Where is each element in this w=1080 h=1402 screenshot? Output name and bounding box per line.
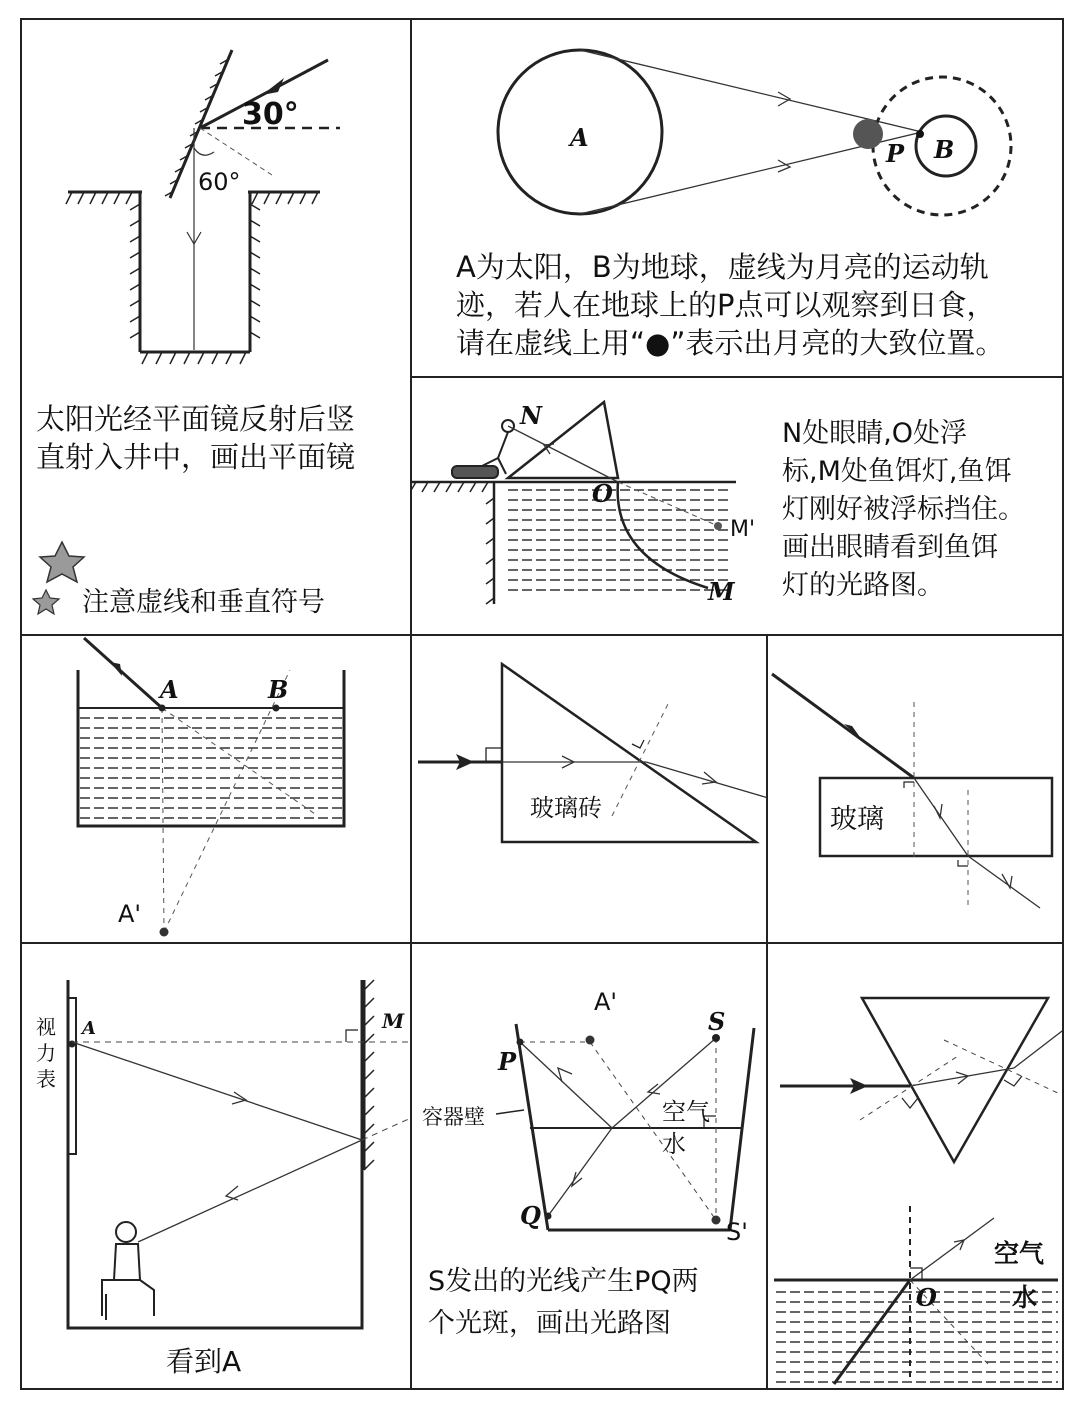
water-label: 水 — [662, 1130, 686, 1158]
point-p-label: P — [886, 139, 905, 168]
angle-60-label: 60° — [198, 168, 241, 196]
image-a-label: A' — [594, 988, 618, 1016]
point-p-label: P — [498, 1047, 517, 1076]
fishing-caption-line5: 灯的光路图。 — [782, 570, 944, 601]
well — [66, 192, 320, 364]
reflected-ray — [520, 1042, 612, 1128]
panel-eclipse — [410, 18, 1064, 378]
glass-brick-label: 玻璃砖 — [530, 794, 602, 822]
container-caption-line2: 个光斑，画出光路图 — [428, 1308, 671, 1339]
water-label: 水 — [1012, 1283, 1038, 1312]
panel-glass-prism — [410, 634, 768, 944]
eclipse-caption-line3: 请在虚线上用“●”表示出月亮的大致位置。 — [456, 326, 1005, 360]
room-walls — [68, 980, 362, 1328]
moon-dot — [853, 119, 883, 149]
mirror-well-caption-line2: 直射入井中，画出平面镜 — [36, 440, 356, 474]
refraction-guide — [162, 708, 318, 816]
fisherman — [452, 420, 514, 478]
eye-chart-label: 视力表 — [36, 1015, 56, 1091]
lamp-image-label: M' — [730, 517, 756, 542]
underwater-ray — [834, 1280, 910, 1384]
triangle-prism-diagram — [768, 944, 1064, 1390]
panel-water-tank — [20, 634, 412, 944]
float-label: O — [592, 479, 613, 508]
mirror-well-diagram — [22, 20, 412, 636]
fishing-caption-line1: N处眼睛,O处浮 — [782, 418, 968, 449]
reflected-ray — [138, 1140, 362, 1242]
lamp-image-dot — [714, 522, 722, 530]
glass-block-diagram — [768, 636, 1064, 944]
point-b-label: B — [268, 675, 289, 704]
panel-container — [410, 942, 768, 1390]
fishing-caption-line4: 画出眼睛看到鱼饵 — [782, 532, 998, 563]
inner-ray — [914, 778, 968, 856]
glass-label: 玻璃 — [830, 804, 884, 835]
normal-dashed — [612, 704, 668, 816]
image-a-label: A' — [118, 900, 142, 928]
wall-pointer — [496, 1110, 524, 1114]
sun-label: A — [570, 123, 589, 152]
air-label: 空气 — [994, 1239, 1045, 1268]
point-a-label: A — [160, 675, 179, 704]
exit-ray — [1014, 1028, 1064, 1068]
panel-triangle-prism — [766, 942, 1064, 1390]
exit-ray — [968, 856, 1040, 908]
source-s-label: S — [708, 1007, 726, 1036]
fishing-caption-line2: 标,M处鱼饵灯,鱼饵 — [782, 456, 1012, 487]
mirror-m-label: M — [382, 1009, 405, 1033]
fishing-caption-line3: 灯刚好被浮标挡住。 — [782, 494, 1025, 525]
panel-glass-block — [766, 634, 1064, 944]
image-s-label: S' — [726, 1218, 748, 1246]
image-line — [164, 670, 290, 932]
eclipse-caption-line2: 迹，若人在地球上的P点可以观察到日食， — [456, 288, 996, 322]
exit-ray — [646, 762, 768, 802]
virtual-ray — [590, 1042, 716, 1220]
inverted-prism — [862, 998, 1048, 1162]
mirror-well-caption-line1: 太阳光经平面镜反射后竖 — [36, 402, 356, 436]
image-point — [160, 928, 169, 937]
eye-label: N — [520, 401, 542, 430]
eclipse-caption-line1: A为太阳，B为地球，虚线为月亮的运动轨 — [456, 250, 989, 284]
eye-chart-caption: 看到A — [166, 1345, 242, 1378]
image-a-dot — [586, 1036, 595, 1045]
refracted-ray — [548, 1128, 612, 1216]
normal-a — [162, 708, 164, 932]
point-o-label: O — [916, 1283, 937, 1312]
incident-ray — [772, 674, 914, 778]
extension-line — [362, 1104, 412, 1140]
tank-water-texture — [80, 718, 344, 818]
angle-30-label: 30° — [242, 97, 299, 132]
panel-eye-chart — [20, 942, 412, 1390]
air-label: 空气 — [662, 1098, 710, 1126]
observer-person — [102, 1222, 154, 1320]
panel-fishing — [410, 376, 1064, 636]
point-a-label: A — [82, 1018, 96, 1039]
normal-left — [860, 1056, 958, 1120]
panel-mirror-well — [20, 18, 412, 636]
container-caption-line1: S发出的光线产生PQ两 — [428, 1266, 699, 1297]
point-q-label: Q — [520, 1201, 541, 1230]
eye-chart-diagram — [22, 944, 412, 1390]
lamp-label: M — [708, 577, 735, 606]
incident-ray — [72, 1042, 362, 1140]
incident-ray — [84, 638, 162, 708]
container-wall-label: 容器壁 — [422, 1105, 485, 1129]
glass-prism-diagram — [412, 636, 768, 944]
mirror-well-note: 注意虚线和垂直符号 — [82, 587, 325, 618]
star-icon — [33, 542, 84, 614]
image-s-dot — [712, 1216, 721, 1225]
normal-right — [944, 1040, 1060, 1094]
water-tank-diagram — [22, 636, 412, 944]
earth-label: B — [934, 135, 955, 164]
point-p — [916, 130, 924, 138]
